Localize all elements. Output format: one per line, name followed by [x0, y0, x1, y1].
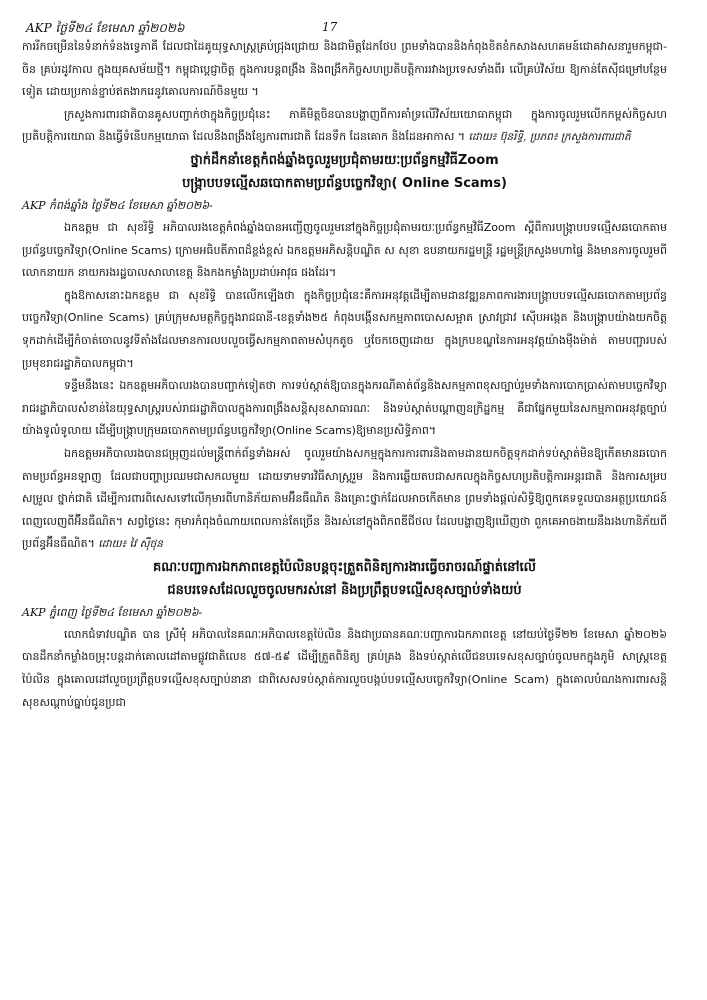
article1-paragraph-1: ការរីកចម្រើននៃទំនាក់ទំនងទ្វេភាគី ដែលជាដៃគូយុទ្ធសាស្ត្រគ្រប់ជ្រុងជ្រោយ និងជាមិត្តដែកថែប ព្រមទាំងបាននិងកំពុងខិតខំកសាងសហគមន៍ជោគវាសនារួមកម្ពុជា-ចិន គ្រប់រដូវកាល ក្នុងយុគសម័យថ្មី។ កម្ពុជាប្ដេជ្ញាចិត្ត ក្នុងការបន្តពង្រឹង និងពង្រីកកិច្ចសហប្រតិបត្តិការរវាងប្រទេសទាំងពីរ លើគ្រប់វិស័យ ឱ្យកាន់តែស៊ីជម្រៅបន្ថែមទៀត ដោយប្រកាន់ខ្ជាប់ឥតងាករេនូវគោលការណ៍ចិនមួយ ។ — [22, 40, 667, 99]
article3-dateline: AKP ភ្នំពេញ ថ្ងៃទី២៤ ខែមេសា ឆ្នាំ២០២៦- — [22, 605, 203, 619]
article1-paragraph-2 — [22, 104, 667, 149]
article2-dateline: AKP កំពង់ឆ្នាំង ថ្ងៃទី២៤ ខែមេសា ឆ្នាំ២០២៦- — [22, 198, 213, 212]
article-pailin-patrol — [22, 556, 667, 714]
page-number: 17 — [322, 20, 338, 34]
article-online-scams — [22, 149, 667, 556]
article2-paragraph-3: ទន្ទឹមនឹងនេះ ឯកឧត្តមអភិបាលរងបានបញ្ជាក់ទៀតថា ការទប់ស្កាត់ឱ្យបានក្នុងករណីគាត់ព័ន្ធនិងសកម្មភាពខុសច្បាប់រួមទាំងការបោកប្រាស់តាមបច្ចេកវិទ្យា រាជរដ្ឋាភិបាលសំខាន់នៃយុទ្ធសាស្ត្ររបស់រាជរដ្ឋាភិបាលក្នុងការពង្រឹងសន្តិសុខសាធារណៈ និងទប់ស្កាត់បណ្តាញឧក្រិដ្ឋកម្ម គឺជាផ្នែកមួយនៃសកម្មភាពអនុវត្តច្បាប់យ៉ាងទូលំទូលាយ ដើម្បីបង្ក្រាបក្រុមឆបោកតាមប្រព័ន្ធបច្ចេកវិទ្យា(Online Scams)ឱ្យមានប្រសិទ្ធិភាព។ — [22, 379, 667, 438]
article2-byline: ដោយ៖ វៃ ស៊ីថុន — [98, 538, 163, 551]
article2-paragraph-2: ក្នុងឱកាសនោះឯកឧត្តម ជា សុខរិទ្ធិ បានលើកឡើងថា ក្នុងកិច្ចប្រជុំនេះគឺការអនុវត្តដើម្បីតាមដានវឌ្ឍនភាពការងារបង្ក្រាបបទល្មើសឆបោកតាមប្រព័ន្ធបច្ចេកវិទ្យា(Online Scams) គ្រប់ក្រុមសមត្ថកិច្ចក្នុងរាជធានី-ខេត្តទាំង២៥ កំពុងបង្កើនសកម្មភាពបោសសម្អាត ស្រាវជ្រាវ ស៊ើបអង្កេត និងបង្ក្រាបយ៉ាងយកចិត្តទុកដាក់ដើម្បីកំចាត់ចោលនូវទីតាំងដែលមានការលបលួចធ្វើសកម្មភាពតាមសំបុកតូច ឬចែកចេញដោយ ក្នុងក្របខណ្ឌនៃការអនុវត្តយ៉ាងម៉ឺងម៉ាត់ តាមបញ្ជារបស់ប្រមុខរាជរដ្ឋាភិបាលកម្ពុជា។ — [22, 288, 667, 370]
article3-title-line-2: ជនបរទេសដែលលួចចូលមករស់នៅ និងប្រព្រឹត្តបទល្មើសខុសច្បាប់ទាំងយប់ — [167, 582, 522, 598]
header-agency-date: AKP ថ្ងៃទី២៤ ខែមេសា ឆ្នាំ២០២៦ — [26, 21, 185, 35]
article3-paragraph-1: លោកជំទាវបណ្ឌិត បាន ស្រីមុំ អភិបាលនៃគណៈអភិបាលខេត្តប៉ៃលិន និងជាប្រធានគណៈបញ្ជាការឯកភាពខេត្ត នៅយប់ថ្ងៃទី២២ ខែមេសា ឆ្នាំ២០២៦ បានដឹកនាំកម្លាំងចម្រុះបន្តដាក់គោលដៅតាមផ្លូវជាតិលេខ ៥៧-៥៩ ដើម្បីត្រួតពិនិត្យ គ្រប់គ្រង និងទប់ស្កាត់លើជនបរទេសខុសច្បាប់ចូលមកក្នុងភូមិ សាស្ត្រខេត្តប៉ៃលិន ក្នុងគោលដៅលួចប្រព្រឹត្តបទល្មើសខុសច្បាប់នានា ជាពិសេសទប់ស្កាត់ការលួចបង្កប់បទល្មើសបច្ចេកវិទ្យា(Online Scam) ក្នុងគោលបំណងការពារសន្តិសុខសណ្ដាប់ធ្នាប់ជូនប្រជា — [22, 627, 667, 709]
article3-title-line-1: គណៈបញ្ជាការឯកភាពខេត្តប៉ៃលិនបន្តចុះត្រួតពិនិត្យការងារធ្វើចរាចរណ៍ផ្ទាត់នៅលើ — [152, 559, 537, 575]
article2-paragraph-4-text: ឯកឧត្តមអភិបាលរងបានជម្រុញដល់មន្ត្រីពាក់ព័ន្ធទាំងអស់ ចូលរួមយ៉ាងសកម្មក្នុងការការពារនិងតាមដានយកចិត្តទុកដាក់ទប់ស្កាត់មិនឱ្យកើតមានឆបោកតាមប្រព័ន្ធអនឡាញ ដែលជាបញ្ហាប្រឈមជាសកលមួយ ដោយទាមទារវិធីសាស្ត្ររួម និងការឆ្លើយតបជាសកលក្នុងកិច្ចសហប្រតិបត្តិការអន្តរជាតិ និងការសម្របសម្រួល ថ្នាក់ជាតិ ដើម្បីការពារពិសេសទៅលើកុមារពីហានិភ័យតាមអ៊ីនធឺណិត និងគ្រោះថ្នាក់ដែលអាចកើតមាន ព្រមទាំងផ្ដល់សិទ្ធិឱ្យពួកគេទទួលបានអត្ថប្រយោជន៍ពេញលេញពីអ៊ីនធឺណិត។ សព្វថ្ងៃនេះ កុមារកំពុងចំណាយពេលកាន់តែច្រើន និងរស់នៅក្នុងពិភពឌីជីថល ដែលបង្ហាញឱ្យឃើញថា ពួកគេអាចងាយនឹងរងហានិភ័យពីប្រព័ន្ធអ៊ីនធឺណិត។ — [22, 446, 667, 551]
article2-title-line-1: ថ្នាក់ដឹកនាំខេត្តកំពង់ឆ្នាំងចូលរួមប្រជុំតាមរយៈប្រព័ន្ធកម្មវិធីZoom — [190, 152, 499, 168]
article1-paragraph-2-text: ក្រសួងការពារជាតិបានគូសបញ្ជាក់ថាក្នុងកិច្ចប្រជុំនេះ ភាគីមិត្តចិនបានបង្ហាញពីការគាំទ្រលើវិស័យយោធាកម្ពុជា ក្នុងការចូលរួមលើកកម្ពស់កិច្ចសហប្រតិបត្តិការយោធា និងធ្វើទំនើបកម្មយោធា ដែលនឹងពង្រឹងខ្សែការពារជាតិ ដែនទឹក ដែនគោក និងដែនអាកាស ។ — [22, 107, 667, 144]
article-defense-cooperation — [22, 36, 667, 149]
page-header — [22, 0, 667, 36]
article2-title-line-2: បង្ក្រាបបទល្មើសឆបោកតាមប្រព័ន្ធបច្ចេកវិទ្យា( Online Scams) — [182, 175, 507, 191]
article1-byline: ដោយ៖ ប៊ុនរិទ្ធិ, ប្រភព៖ ក្រសួងការពារជាតិ — [468, 131, 631, 144]
article2-paragraph-4 — [22, 443, 667, 556]
article2-paragraph-1: ឯកឧត្តម ជា សុខរិទ្ធិ អភិបាលរងខេត្តកំពង់ឆ្នាំងបានអញ្ជើញចូលរួមនៅក្នុងកិច្ចប្រជុំតាមរយៈប្រព័ន្ធកម្មវិធីZoom ស្ដីពីការបង្ក្រាបបទល្មើសឆបោកតាមប្រព័ន្ធបច្ចេកវិទ្យា(Online Scams) ក្រោមអធិបតីភាពដ៏ខ្ពង់ខ្ពស់ ឯកឧត្តមអភិសន្តិបណ្ឌិត ស សុខា ឧបនាយករដ្ឋមន្ត្រី រដ្ឋមន្ត្រីក្រសួងមហាផ្ទៃ និងមានការចូលរួមពី លោកនាយក នាយករងរដ្ឋបាលសាលាខេត្ត និងកងកម្លាំងប្រដាប់អាវុធ ផងដែរ។ — [22, 220, 667, 280]
